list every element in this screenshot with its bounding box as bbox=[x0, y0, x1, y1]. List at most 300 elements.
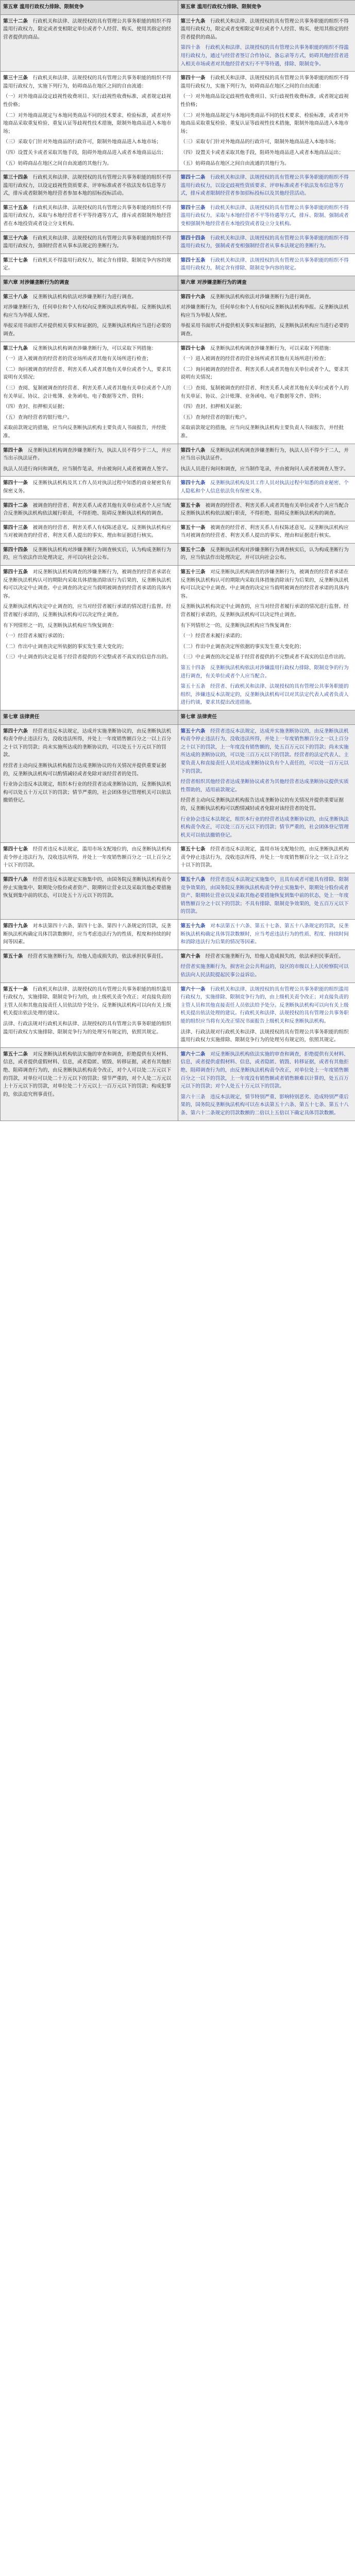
article-number: 第四十八条 bbox=[3, 877, 28, 883]
article-text: 行政机关和法律、法规授权的具有管理公共事务职能的组织不得滥用行政权力，采取与本地经营者不平等待遇等方式，排斥、限制、强制或者变相强制外地经营者在本地投资或者设立分支机构。 bbox=[180, 205, 349, 227]
left-paragraph bbox=[3, 603, 175, 619]
article-number: 第五十七条 bbox=[180, 846, 206, 853]
article-text: 经营者组织其他经营者达成垄断协议或者为其他经营者达成垄断协议提供实质性帮助的，适用前款规定。 bbox=[180, 779, 349, 793]
left-paragraph bbox=[3, 322, 175, 338]
article-text: 反垄断执法机构决定中止调查的，应当对经营者履行承诺的情况进行监督。经营者履行承诺的，反垄断执法机构可以决定终止调查。 bbox=[3, 604, 172, 618]
right-paragraph bbox=[181, 93, 353, 109]
left-article-cell bbox=[1, 477, 178, 499]
article-text: （二）询问被调查的经营者、利害关系人或者其他有关单位或者个人，要求其说明有关情况； bbox=[3, 366, 172, 381]
article-text: 第四十条 行政机关和法律、法规授权的具有管理公共事务职能的组织不得滥用行政权力，通过与经营者签订合作协议、备忘录等方式，妨碍其他经营者进入相关市场或者对其他经营者实行不平等待遇，排除、限制竞争。 bbox=[180, 45, 349, 67]
article-number: 第六十二条 bbox=[180, 1051, 206, 1057]
left-paragraph bbox=[3, 112, 175, 136]
left-paragraph bbox=[3, 781, 175, 805]
right-article-cell bbox=[178, 499, 355, 521]
right-paragraph bbox=[181, 479, 353, 495]
article-text: （二）询问被调查的经营者、利害关系人或者其他有关单位或者个人，要求其说明有关情况； bbox=[180, 366, 349, 381]
article-number: 第四十三条 bbox=[3, 524, 28, 531]
right-paragraph bbox=[181, 727, 353, 776]
right-paragraph bbox=[181, 112, 353, 136]
article-text: 被调查的经营者、利害关系人或者其他有关单位或者个人应当配合反垄断执法机构依法履行职责，不得拒绝、阻碍反垄断执法机构的调查。 bbox=[3, 502, 172, 517]
right-paragraph bbox=[181, 953, 353, 961]
right-paragraph bbox=[181, 74, 353, 90]
right-paragraph bbox=[181, 18, 353, 42]
right-paragraph bbox=[181, 293, 353, 301]
article-text: （一）对外地商品设定歧视性收费项目、实行歧视性收费标准，或者规定歧视性价格； bbox=[180, 94, 349, 108]
article-text: 经营者实施垄断行为，给他人造成损失的，依法承担民事责任。 bbox=[27, 953, 166, 959]
article-text: 经营者违反本法规定，滥用市场支配地位的，由反垄断执法机构责令停止违法行为，没收违法所得，并处上一年度销售额百分之一以上百分之十以下的罚款。 bbox=[180, 846, 349, 869]
left-article-cell bbox=[1, 231, 178, 253]
article-number: 第三十四条 bbox=[3, 175, 28, 181]
article-row bbox=[1, 72, 355, 171]
article-number: 第五十一条 bbox=[180, 524, 206, 531]
left-paragraph bbox=[3, 632, 175, 640]
right-paragraph bbox=[181, 424, 353, 440]
right-paragraph bbox=[181, 986, 353, 1026]
article-row bbox=[1, 342, 355, 444]
left-article-cell bbox=[1, 843, 178, 873]
right-article-cell bbox=[178, 477, 355, 499]
article-number: 第五十六条 bbox=[180, 728, 206, 734]
left-paragraph bbox=[3, 922, 175, 946]
article-text: 对涉嫌垄断行为，任何单位和个人有权向反垄断执法机构举报。反垄断执法机构应当为举报人保密。 bbox=[180, 304, 349, 318]
right-paragraph bbox=[181, 502, 353, 518]
right-paragraph bbox=[181, 465, 353, 473]
article-number: 第五十二条 bbox=[3, 1051, 28, 1057]
right-paragraph bbox=[181, 683, 353, 707]
right-article-cell bbox=[178, 873, 355, 920]
left-article-cell bbox=[1, 724, 178, 843]
left-paragraph bbox=[3, 160, 175, 168]
article-row bbox=[1, 982, 355, 1047]
article-number: 第三十八条 bbox=[3, 294, 28, 300]
article-text: 举报采用书面形式并提供相关事实和证据的，反垄断执法机构应当进行必要的调查。 bbox=[3, 323, 172, 337]
article-number: 第三十三条 bbox=[3, 75, 28, 81]
left-article-cell bbox=[1, 72, 178, 171]
article-number: 第四十条 bbox=[3, 447, 23, 453]
right-paragraph bbox=[181, 603, 353, 619]
article-row bbox=[1, 171, 355, 201]
article-text: 有下列情形之一的，反垄断执法机构应当恢复调查： bbox=[3, 622, 117, 629]
law-comparison-table bbox=[0, 0, 355, 1121]
article-text: （四）查封、扣押相关证据； bbox=[3, 404, 67, 410]
article-number: 第三十七条 bbox=[3, 257, 28, 263]
right-paragraph bbox=[181, 524, 353, 540]
article-text: 经营者主动向反垄断执法机构报告达成垄断协议的有关情况并提供重要证据的，反垄断执法机构可以酌情减轻或者免除对该经营者的处罚。 bbox=[180, 798, 344, 811]
left-article-cell bbox=[1, 14, 178, 72]
left-paragraph bbox=[3, 174, 175, 198]
left-article-cell bbox=[1, 290, 178, 342]
right-article-cell bbox=[178, 14, 355, 72]
comparison-document bbox=[0, 0, 355, 1121]
article-text: 反垄断执法机构决定中止调查的，应当对经营者履行承诺的情况进行监督。经营者履行承诺的，反垄断执法机构可以决定终止调查。 bbox=[180, 604, 349, 618]
left-paragraph bbox=[3, 727, 175, 759]
article-text: 行业协会违反本法规定，组织本行业的经营者达成垄断协议的，由反垄断执法机构责令改正，可以处三百万元以下的罚款；情节严重的，社会团体登记管理机关可以依法撤销登记。 bbox=[180, 816, 349, 838]
right-paragraph bbox=[181, 643, 353, 651]
article-number: 第四十八条 bbox=[180, 447, 206, 453]
right-article-cell bbox=[178, 521, 355, 543]
article-number: 第四十六条 bbox=[3, 728, 28, 734]
article-row bbox=[1, 920, 355, 950]
article-number: 第四十七条 bbox=[180, 345, 206, 351]
right-article-cell bbox=[178, 72, 355, 171]
left-paragraph bbox=[3, 643, 175, 651]
article-text: 行业协会违反本法规定，组织本行业的经营者达成垄断协议的，反垄断执法机构可以处五十万元以下的罚款；情节严重的，社会团体登记管理机关可以依法撤销登记。 bbox=[3, 782, 172, 804]
article-text: （二）作出中止调查决定所依据的事实发生重大变化的； bbox=[3, 643, 127, 650]
article-text: 反垄断执法机构依法对涉嫌垄断行为进行调查。 bbox=[210, 294, 314, 300]
left-paragraph bbox=[3, 986, 175, 1018]
article-text: 执法人员进行询问和调查，应当制作笔录，并由被询问人或者被调查人签字。 bbox=[3, 466, 172, 472]
article-row bbox=[1, 444, 355, 477]
article-text: 法律、行政法规对行政机关和法律、法规授权的具有管理公共事务职能的组织滥用行政权力实施排除、限制竞争行为的处理另有规定的，依照其规定。 bbox=[3, 1021, 172, 1035]
left-chapter-title: 第七章 法律责任 bbox=[1, 710, 178, 724]
chapter-header-row bbox=[1, 1, 355, 15]
left-article-cell bbox=[1, 950, 178, 982]
right-paragraph bbox=[181, 876, 353, 916]
article-text: 反垄断执法机构调查涉嫌垄断行为，可以采取下列措施： bbox=[210, 345, 334, 351]
article-text: （一）进入被调查的经营者的营业场所或者其他有关场所进行检查； bbox=[3, 356, 151, 362]
article-row bbox=[1, 566, 355, 710]
left-article-cell bbox=[1, 201, 178, 231]
left-paragraph bbox=[3, 403, 175, 411]
article-text: 行政机关和法律、法规授权的具有管理公共事务职能的组织滥用行政权力，实施排除、限制竞争行为的，由上级机关责令改正；对直接负责的主管人员和其他直接责任人员依法给予处分。反垄断执法机构可以向有关上级机关提出依法处理的建议。行政机关和法律、法规授权的具有管理公共事务职能的组织应当将有关改正情况书面报告上级机关和反垄断执法机构。 bbox=[180, 986, 349, 1024]
article-row bbox=[1, 290, 355, 342]
article-text: 对反垄断执法机构调查的涉嫌垄断行为，被调查的经营者承诺在反垄断执法机构认可的期限内采取具体措施消除该行为后果的，反垄断执法机构可以决定中止调查。中止调查的决定应当载明被调查的经营者承诺的具体内容。 bbox=[180, 569, 349, 599]
left-paragraph bbox=[3, 953, 175, 961]
article-text: 经营者违反本法规定，达成并实施垄断协议的，由反垄断执法机构责令停止违法行为，没收违法所得，并处上一年度销售额百分之一以上百分之十以下的罚款，上一年度没有销售额的，处五百万元以下的罚款；尚未实施所达成的垄断协议的，可以处三百万元以下的罚款。经营者的法定代表人、主要负责人和直接责任人员对达成垄断协议负有个人责任的，可以处一百万元以下的罚款。 bbox=[180, 728, 349, 774]
right-paragraph bbox=[181, 653, 353, 662]
article-text: 对反垄断执法机构调查的涉嫌垄断行为，被调查的经营者承诺在反垄断执法机构认可的期限内采取具体措施消除该行为后果的，反垄断执法机构可以决定中止调查。中止调查的决定应当载明被调查的经营者承诺的具体内容。 bbox=[3, 569, 172, 599]
right-paragraph bbox=[181, 664, 353, 680]
article-text: 经营者违反本法规定实施集中的，由国务院反垄断执法机构责令停止实施集中、限期处分股份或者资产、限期转让营业以及采取其他必要措施恢复到集中前的状态，可以处五十万元以下的罚款。 bbox=[3, 877, 172, 899]
article-text: 对涉嫌垄断行为，任何单位和个人有权向反垄断执法机构举报。反垄断执法机构应当为举报人保密。 bbox=[3, 304, 172, 318]
article-text: 第六十三条 违反本法规定，情节特别严重、影响特别恶劣、造成特别严重后果的，国务院反垄断执法机构可以在本法第五十六条、第五十七条、第五十八条、第六十二条规定的罚款数额的二倍以上五倍以下确定具体罚款数额。 bbox=[180, 1094, 349, 1116]
article-text: 行政机关和法律、法规授权的具有管理公共事务职能的组织滥用行政权力，实施排除、限制竞争行为的，由上级机关责令改正；对直接负责的主管人员和其他直接责任人员依法给予处分。反垄断执法机构可以向有关上级机关提出依法处理的建议。 bbox=[3, 986, 172, 1016]
left-paragraph bbox=[3, 546, 175, 562]
right-article-cell bbox=[178, 724, 355, 843]
article-number: 第四十一条 bbox=[180, 75, 206, 81]
right-paragraph bbox=[181, 149, 353, 157]
article-text: 法律、行政法规对行政机关和法律、法规授权的具有管理公共事务职能的组织滥用行政权力实施排除、限制竞争行为的处理另有规定的，依照其规定。 bbox=[180, 1029, 349, 1043]
right-paragraph bbox=[181, 845, 353, 870]
article-number: 第三十二条 bbox=[3, 18, 28, 24]
article-number: 第四十五条 bbox=[3, 569, 28, 575]
article-text: 反垄断执法机构对涉嫌垄断行为调查核实后，认为构成垄断行为的，应当依法作出处理决定，并可以向社会公布。 bbox=[180, 547, 349, 561]
article-text: 采取前款规定的措施，应当向反垄断执法机构主要负责人书面报告，并经批准。 bbox=[3, 425, 166, 439]
right-paragraph bbox=[181, 345, 353, 353]
article-text: 经营者主动向反垄断执法机构报告达成垄断协议的有关情况并提供重要证据的，反垄断执法机构可以酌情减轻或者免除对该经营者的处罚。 bbox=[3, 762, 166, 777]
right-article-cell bbox=[178, 982, 355, 1047]
left-paragraph bbox=[3, 653, 175, 662]
left-article-cell bbox=[1, 566, 178, 710]
left-paragraph bbox=[3, 384, 175, 400]
article-text: （三）采取专门针对外地商品的行政许可，限制外地商品进入本地市场； bbox=[3, 139, 161, 145]
article-row bbox=[1, 231, 355, 253]
article-text: 行政机关和法律、法规授权的具有管理公共事务职能的组织不得滥用行政权力，制定含有排除、限制竞争内容的规定。 bbox=[180, 257, 349, 272]
article-text: 反垄断执法机构对涉嫌垄断行为调查核实后，认为构成垄断行为的，应当依法作出处理决定，并可以向社会公布。 bbox=[3, 547, 172, 561]
article-text: 被调查的经营者、利害关系人有权陈述意见。反垄断执法机构应当对被调查的经营者、利害关系人提出的事实、理由和证据进行核实。 bbox=[180, 524, 349, 539]
chapter-header-row bbox=[1, 710, 355, 724]
article-text: （三）中止调查的决定是基于经营者提供的不完整或者不真实的信息作出的。 bbox=[3, 654, 172, 660]
article-row bbox=[1, 521, 355, 543]
article-number: 第三十九条 bbox=[3, 345, 28, 351]
article-text: （一）对外地商品设定歧视性收费项目、实行歧视性收费标准，或者规定歧视性价格； bbox=[3, 94, 172, 108]
article-text: 采取前款规定的措施，应当向反垄断执法机构主要负责人书面报告，并经批准。 bbox=[180, 425, 344, 439]
left-article-cell bbox=[1, 342, 178, 444]
article-number: 第五十三条 bbox=[180, 569, 206, 575]
article-row bbox=[1, 201, 355, 231]
right-paragraph bbox=[181, 568, 353, 600]
article-text: 行政机关和法律、法规授权的具有管理公共事务职能的组织不得滥用行政权力，实施下列行为，妨碍商品在地区之间的自由流通： bbox=[3, 75, 172, 89]
left-article-cell bbox=[1, 873, 178, 920]
right-paragraph bbox=[181, 922, 353, 946]
left-article-cell bbox=[1, 543, 178, 565]
left-paragraph bbox=[3, 762, 175, 778]
article-number: 第五十一条 bbox=[3, 986, 28, 992]
article-text: 对反垄断执法机构依法实施的审查和调查，拒绝提供有关材料、信息，或者提供虚假材料、信息，或者隐匿、销毁、转移证据，或者有其他拒绝、阻碍调查行为的，由反垄断执法机构责令改正，对个人可以处二万元以下的罚款，对单位可以处二十万元以下的罚款；情节严重的，对个人处二万元以上十万元以下的罚款，对单位处二十万元以上一百万元以下的罚款；构成犯罪的，依法追究刑事责任。 bbox=[3, 1051, 172, 1097]
right-paragraph bbox=[181, 1028, 353, 1044]
left-paragraph bbox=[3, 845, 175, 870]
article-text: 反垄断执法机构及其工作人员对执法过程中知悉的商业秘密、个人隐私和个人信息依法负有保密义务。 bbox=[180, 480, 349, 494]
right-paragraph bbox=[181, 414, 353, 422]
article-text: （五）查询经营者的银行账户。 bbox=[180, 414, 250, 420]
left-article-cell bbox=[1, 920, 178, 950]
left-paragraph bbox=[3, 138, 175, 146]
article-text: 举报采用书面形式并提供相关事实和证据的，反垄断执法机构应当进行必要的调查。 bbox=[180, 323, 349, 337]
left-article-cell bbox=[1, 499, 178, 521]
article-text: 反垄断执法机构调查涉嫌垄断行为，执法人员不得少于二人，并应当出示执法证件。 bbox=[3, 447, 172, 462]
article-text: （五）妨碍商品在地区之间自由流通的其他行为。 bbox=[180, 160, 290, 166]
article-text: 行政机关和法律、法规授权的具有管理公共事务职能的组织不得滥用行政权力，以设定歧视性资质要求、评审标准或者不依法发布信息等方式，排斥或者限制外地经营者参加本地的招标投标活动。 bbox=[3, 175, 172, 197]
right-paragraph bbox=[181, 778, 353, 794]
right-paragraph bbox=[181, 796, 353, 812]
left-paragraph bbox=[3, 234, 175, 250]
left-paragraph bbox=[3, 876, 175, 900]
right-paragraph bbox=[181, 138, 353, 146]
article-number: 第四十二条 bbox=[180, 175, 206, 181]
article-row bbox=[1, 253, 355, 276]
article-text: 行政机关和法律、法规授权的具有管理公共事务职能的组织不得滥用行政权力，限定或者变相限定单位或者个人经营、购买、使用其指定的经营者提供的商品。 bbox=[3, 18, 172, 40]
left-paragraph bbox=[3, 447, 175, 463]
right-paragraph bbox=[181, 303, 353, 319]
right-article-cell bbox=[178, 920, 355, 950]
article-number: 第四十六条 bbox=[180, 294, 206, 300]
article-text: （一）经营者未履行承诺的； bbox=[3, 633, 67, 639]
article-number: 第四十四条 bbox=[180, 235, 206, 241]
article-text: 对本法第五十六条、第五十七条、第五十八条规定的罚款，反垄断执法机构确定具体罚款数额时，应当考虑违法行为的性质、程度、持续时间和消除违法行为后果的情况等因素。 bbox=[180, 923, 349, 945]
article-number: 第三十五条 bbox=[3, 205, 28, 211]
left-paragraph bbox=[3, 74, 175, 90]
left-article-cell bbox=[1, 444, 178, 477]
right-paragraph bbox=[181, 44, 353, 68]
left-paragraph bbox=[3, 355, 175, 363]
article-text: （二）对外地商品规定与本地同类商品不同的技术要求、检验标准，或者对外地商品采取重复检验、重复认证等歧视性技术措施，限制外地商品进入本地市场； bbox=[180, 112, 349, 134]
right-chapter-title: 第五章 滥用行政权力排除、限制竞争 bbox=[178, 1, 355, 15]
right-paragraph bbox=[181, 384, 353, 400]
right-paragraph bbox=[181, 816, 353, 840]
left-paragraph bbox=[3, 622, 175, 630]
article-number: 第四十九条 bbox=[180, 480, 206, 486]
left-article-cell bbox=[1, 982, 178, 1047]
left-paragraph bbox=[3, 1020, 175, 1036]
left-paragraph bbox=[3, 303, 175, 319]
right-article-cell bbox=[178, 843, 355, 873]
article-text: 行政机关和法律、法规授权的具有管理公共事务职能的组织不得滥用行政权力，实施下列行为，妨碍商品在地区之间的自由流通： bbox=[180, 75, 349, 89]
article-text: （三）采取专门针对外地商品的行政许可，限制外地商品进入本地市场； bbox=[180, 139, 339, 145]
right-paragraph bbox=[181, 546, 353, 562]
right-paragraph bbox=[181, 447, 353, 463]
right-paragraph bbox=[181, 234, 353, 250]
article-text: 经营者违反本法规定，达成并实施垄断协议的，由反垄断执法机构责令停止违法行为，没收违法所得，并处上一年度销售额百分之一以上百分之十以下的罚款；尚未实施所达成的垄断协议的，可以处五十万元以下的罚款。 bbox=[3, 728, 172, 758]
article-row bbox=[1, 499, 355, 521]
article-number: 第四十一条 bbox=[3, 480, 28, 486]
article-text: （五）查询经营者的银行账户。 bbox=[3, 414, 73, 420]
right-paragraph bbox=[181, 257, 353, 273]
article-row bbox=[1, 1047, 355, 1121]
article-text: （四）查封、扣押相关证据； bbox=[180, 404, 245, 410]
left-paragraph bbox=[3, 479, 175, 495]
left-paragraph bbox=[3, 257, 175, 273]
article-text: 行政机关和法律、法规授权的具有管理公共事务职能的组织不得滥用行政权力，限定或者变相限定单位或者个人经营、购买、使用其指定的经营者提供的商品。 bbox=[180, 18, 349, 40]
article-text: （四）设置关卡或者采取其他手段，阻碍外地商品进入或者本地商品运出； bbox=[180, 149, 344, 156]
article-number: 第五十条 bbox=[3, 953, 23, 959]
right-chapter-title: 第六章 对涉嫌垄断行为的调查 bbox=[178, 276, 355, 291]
article-text: 执法人员进行询问和调查，应当制作笔录，并由被询问人或者被调查人签字。 bbox=[180, 466, 349, 472]
article-number: 第三十九条 bbox=[180, 18, 206, 24]
article-text: （五）妨碍商品在地区之间自由流通的其他行为。 bbox=[3, 160, 112, 166]
article-text: 经营者违反本法规定，滥用市场支配地位的，由反垄断执法机构责令停止违法行为，没收违法所得，并处上一年度销售额百分之一以上百分之十以下的罚款。 bbox=[3, 846, 172, 869]
left-paragraph bbox=[3, 18, 175, 42]
chapter-header-row bbox=[1, 276, 355, 291]
article-number: 第四十四条 bbox=[3, 547, 28, 553]
article-number: 第六十条 bbox=[180, 953, 200, 959]
left-paragraph bbox=[3, 502, 175, 518]
left-paragraph bbox=[3, 93, 175, 109]
right-article-cell bbox=[178, 171, 355, 201]
article-text: （三）中止调查的决定是基于经营者提供的不完整或者不真实的信息作出的。 bbox=[180, 654, 349, 660]
article-text: 行政机关不得滥用行政权力，制定含有排除、限制竞争内容的规定。 bbox=[3, 257, 172, 272]
article-number: 第五十条 bbox=[180, 502, 200, 509]
article-row bbox=[1, 843, 355, 873]
right-paragraph bbox=[181, 1093, 353, 1117]
article-text: 经营者违反本法规定实施集中，且具有或者可能具有排除、限制竞争效果的，由国务院反垄断执法机构责令停止实施集中、限期处分股份或者资产、限期转让营业以及采取其他必要措施恢复到集中前的状态，处上一年度销售额百分之十以下的罚款；不具有排除、限制竞争效果的，处五百万元以下的罚款。 bbox=[180, 877, 349, 915]
right-article-cell bbox=[178, 543, 355, 565]
article-row bbox=[1, 477, 355, 499]
left-paragraph bbox=[3, 204, 175, 228]
left-paragraph bbox=[3, 424, 175, 440]
article-number: 第四十二条 bbox=[3, 502, 28, 509]
article-text: 反垄断执法机构依法对涉嫌垄断行为进行调查。 bbox=[32, 294, 137, 300]
left-article-cell bbox=[1, 171, 178, 201]
right-article-cell bbox=[178, 201, 355, 231]
article-text: 反垄断执法机构调查涉嫌垄断行为，执法人员不得少于二人，并应当出示执法证件。 bbox=[180, 447, 349, 462]
right-paragraph bbox=[181, 174, 353, 198]
left-paragraph bbox=[3, 568, 175, 600]
right-article-cell bbox=[178, 444, 355, 477]
left-chapter-title: 第五章 滥用行政权力排除、限制竞争 bbox=[1, 1, 178, 15]
left-article-cell bbox=[1, 521, 178, 543]
article-text: 第五十五条 经营者、行政机关和法律、法规授权的具有管理公共事务职能的组织，涉嫌违反本法规定的，反垄断执法机构可以对其法定代表人或者负责人进行约谈，要求其提出改进措施。 bbox=[180, 684, 349, 706]
article-text: （一）进入被调查的经营者的营业场所或者其他有关场所进行检查； bbox=[180, 356, 329, 362]
article-text: 行政机关和法律、法规授权的具有管理公共事务职能的组织不得滥用行政权力，采取与本地经营者不平等待遇等方式，排斥或者限制外地经营者在本地投资或者设立分支机构。 bbox=[3, 205, 172, 227]
article-text: 被调查的经营者、利害关系人有权陈述意见。反垄断执法机构应当对被调查的经营者、利害关系人提出的事实、理由和证据进行核实。 bbox=[3, 524, 172, 539]
article-number: 第四十三条 bbox=[180, 205, 206, 211]
right-article-cell bbox=[178, 231, 355, 253]
article-text: （二）作出中止调查决定所依据的事实发生重大变化的； bbox=[180, 643, 305, 650]
right-paragraph bbox=[181, 963, 353, 979]
article-text: 对反垄断执法机构依法实施的审查和调查，拒绝提供有关材料、信息，或者提供虚假材料、信息，或者隐匿、销毁、转移证据，或者有其他拒绝、阻碍调查行为的，由反垄断执法机构责令改正，对单位处上一年度销售额百分之一以下的罚款，上一年度没有销售额或者销售额难以计算的，处五百万元以下的罚款；对个人处五十万元以下的罚款。 bbox=[180, 1051, 349, 1090]
article-number: 第五十九条 bbox=[180, 923, 206, 929]
article-number: 第五十八条 bbox=[180, 877, 206, 883]
right-paragraph bbox=[181, 204, 353, 228]
article-text: 第五十四条 反垄断执法机构依法对涉嫌滥用行政权力排除、限制竞争的行为进行调查，有关单位或者个人应当配合。 bbox=[180, 665, 349, 679]
right-article-cell bbox=[178, 950, 355, 982]
left-paragraph bbox=[3, 465, 175, 473]
article-text: 行政机关和法律、法规授权的具有管理公共事务职能的组织不得滥用行政权力，以设定歧视性资质要求、评审标准或者不依法发布信息等方式，排斥或者限制经营者参加招标投标以及其他经营活动。 bbox=[180, 175, 349, 197]
left-paragraph bbox=[3, 345, 175, 353]
right-chapter-title: 第七章 法律责任 bbox=[178, 710, 355, 724]
article-text: 反垄断执法机构调查涉嫌垄断行为，可以采取下列措施： bbox=[32, 345, 157, 351]
article-text: 对本法第四十六条、第四十七条、第四十八条规定的罚款，反垄断执法机构确定具体罚款数额时，应当考虑违法行为的性质、程度和持续的时间等因素。 bbox=[3, 923, 172, 945]
left-paragraph bbox=[3, 366, 175, 382]
right-paragraph bbox=[181, 160, 353, 168]
article-row bbox=[1, 543, 355, 565]
article-row bbox=[1, 873, 355, 920]
right-article-cell bbox=[178, 253, 355, 276]
article-text: （三）查阅、复制被调查的经营者、利害关系人或者其他有关单位或者个人的有关单证、协议、会计账簿、业务函电、电子数据等文件、资料； bbox=[180, 385, 349, 399]
left-paragraph bbox=[3, 524, 175, 540]
article-number: 第四十五条 bbox=[180, 257, 206, 263]
article-number: 第六十一条 bbox=[180, 986, 206, 992]
article-row bbox=[1, 950, 355, 982]
right-paragraph bbox=[181, 403, 353, 411]
article-text: 经营者实施垄断行为，给他人造成损失的，依法承担民事责任。 bbox=[205, 953, 344, 959]
article-number: 第四十九条 bbox=[3, 923, 28, 929]
right-paragraph bbox=[181, 632, 353, 640]
article-text: 行政机关和法律、法规授权的具有管理公共事务职能的组织不得滥用行政权力，强制经营者从事本法规定的垄断行为。 bbox=[3, 235, 172, 249]
right-article-cell bbox=[178, 290, 355, 342]
right-paragraph bbox=[181, 355, 353, 363]
left-article-cell bbox=[1, 253, 178, 276]
article-text: 反垄断执法机构及其工作人员对执法过程中知悉的商业秘密负有保密义务。 bbox=[3, 480, 172, 494]
left-article-cell bbox=[1, 1047, 178, 1121]
article-text: （一）经营者未履行承诺的； bbox=[180, 633, 245, 639]
article-text: 行政机关和法律、法规授权的具有管理公共事务职能的组织不得滥用行政权力，强制或者变相强制经营者从事本法规定的垄断行为。 bbox=[180, 235, 349, 249]
article-text: （二）对外地商品规定与本地同类商品不同的技术要求、检验标准，或者对外地商品采取重复检验、重复认证等歧视性技术措施，限制外地商品进入本地市场； bbox=[3, 112, 172, 134]
article-number: 第三十六条 bbox=[3, 235, 28, 241]
article-text: 被调查的经营者、利害关系人或者其他有关单位或者个人应当配合反垄断执法机构依法履行职责，不得拒绝、阻碍反垄断执法机构的调查。 bbox=[180, 502, 349, 517]
right-paragraph bbox=[181, 622, 353, 630]
article-number: 第四十七条 bbox=[3, 846, 28, 853]
article-text: 有下列情形之一的，反垄断执法机构应当恢复调查： bbox=[180, 622, 295, 629]
right-paragraph bbox=[181, 322, 353, 338]
right-paragraph bbox=[181, 366, 353, 382]
right-article-cell bbox=[178, 342, 355, 444]
right-article-cell bbox=[178, 1047, 355, 1121]
right-article-cell bbox=[178, 566, 355, 710]
article-row bbox=[1, 14, 355, 72]
left-chapter-title: 第六章 对涉嫌垄断行为的调查 bbox=[1, 276, 178, 291]
left-paragraph bbox=[3, 1050, 175, 1099]
article-row bbox=[1, 724, 355, 843]
article-text: （三）查阅、复制被调查的经营者、利害关系人或者其他有关单位或者个人的有关单证、协议、会计账簿、业务函电、电子数据等文件、资料； bbox=[3, 385, 172, 399]
left-paragraph bbox=[3, 293, 175, 301]
left-paragraph bbox=[3, 414, 175, 422]
right-paragraph bbox=[181, 1050, 353, 1091]
left-paragraph bbox=[3, 149, 175, 157]
article-number: 第五十二条 bbox=[180, 547, 206, 553]
article-text: 经营者实施垄断行为，损害社会公共利益的，设区的市级以上人民检察院可以依法向人民法院提起民事公益诉讼。 bbox=[180, 964, 349, 978]
article-text: （四）设置关卡或者采取其他手段，阻碍外地商品进入或者本地商品运出； bbox=[3, 149, 166, 156]
